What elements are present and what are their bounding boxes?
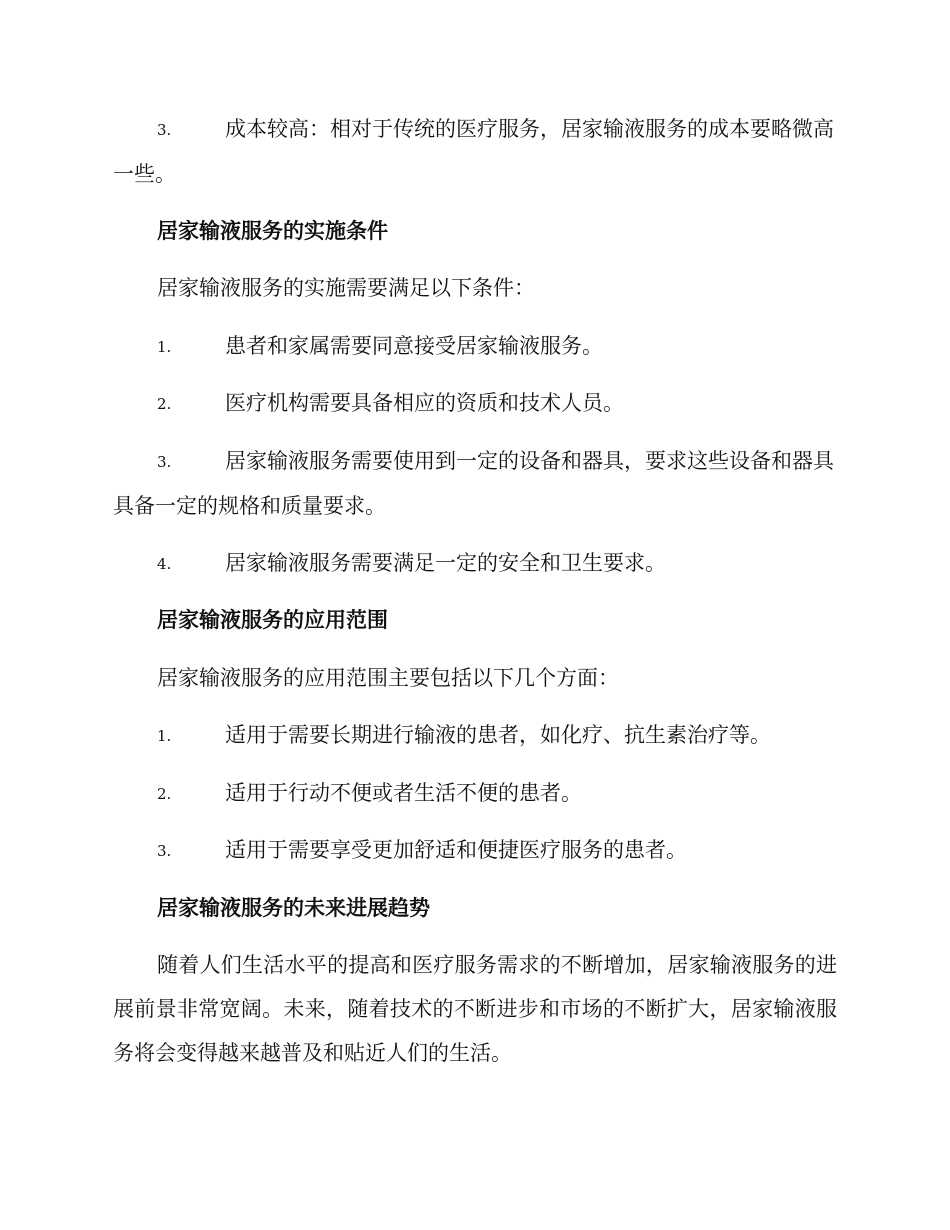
list-item (113, 324, 837, 369)
list-item (113, 439, 837, 528)
list-text: 适用于需要长期进行输液的患者，如化疗、抗生素治疗等。 (225, 723, 771, 747)
list-text: 居家输液服务需要使用到一定的设备和器具，要求这些设备和器具具备一定的规格和质量要求。 (113, 449, 834, 518)
section-heading: 居家输液服务的未来进展趋势 (157, 896, 430, 920)
list-item (113, 771, 837, 816)
list-number: 4. (157, 555, 172, 573)
section-intro: 居家输液服务的实施需要满足以下条件： (157, 276, 535, 300)
section-heading: 居家输液服务的应用范围 (157, 608, 388, 632)
list-number: 3. (157, 453, 172, 471)
section-heading: 居家输液服务的实施条件 (157, 219, 388, 243)
list-number: 2. (157, 395, 172, 413)
list-text: 适用于需要享受更加舒适和便捷医疗服务的患者。 (225, 838, 687, 862)
list-item (113, 713, 837, 758)
list-number: 1. (157, 727, 172, 745)
list-text: 医疗机构需要具备相应的资质和技术人员。 (225, 391, 624, 415)
list-text: 成本较高：相对于传统的医疗服务，居家输液服务的成本要略微高一些。 (113, 117, 834, 186)
list-item (113, 107, 837, 196)
list-number: 3. (157, 121, 172, 139)
section-intro: 居家输液服务的应用范围主要包括以下几个方面： (157, 666, 619, 690)
list-text: 居家输液服务需要满足一定的安全和卫生要求。 (225, 551, 666, 575)
list-number: 2. (157, 785, 172, 803)
list-number: 1. (157, 338, 172, 356)
section-paragraph: 随着人们生活水平的提高和医疗服务需求的不断增加，居家输液服务的进展前景非常宽阔。未来，随着技术的不断进步和市场的不断扩大，居家输液服务将会变得越来越普及和贴近人们的生活。 (113, 953, 837, 1065)
list-item (113, 541, 837, 586)
list-text: 适用于行动不便或者生活不便的患者。 (225, 781, 582, 805)
list-item (113, 828, 837, 873)
list-item (113, 381, 837, 426)
list-number: 3. (157, 842, 172, 860)
list-text: 患者和家属需要同意接受居家输液服务。 (225, 334, 603, 358)
